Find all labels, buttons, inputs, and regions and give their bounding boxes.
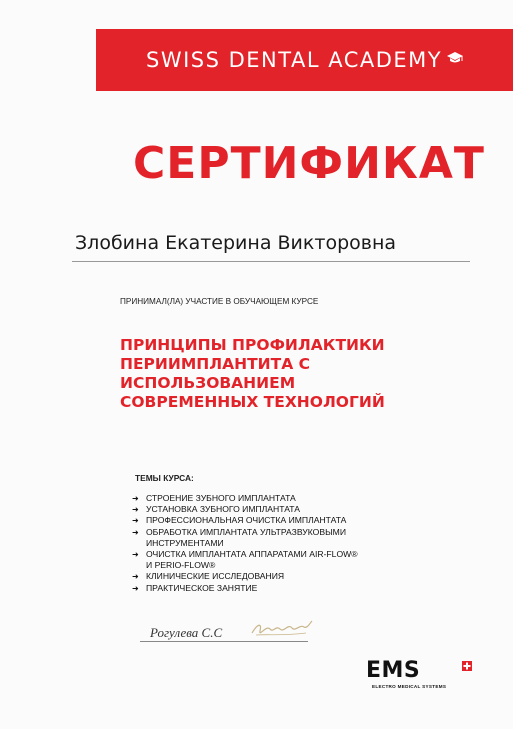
header-band: [96, 29, 513, 91]
arrow-icon: ➜: [132, 527, 139, 537]
topics-list: [130, 493, 358, 594]
signatory-name: Рогулева С.С: [150, 625, 223, 640]
topic-text: ПРАКТИЧЕСКОЕ ЗАНЯТИЕ: [146, 582, 258, 593]
course-title-line: ПРИНЦИПЫ ПРОФИЛАКТИКИ: [120, 336, 385, 354]
topic-item: [130, 571, 358, 582]
topic-text: УСТАНОВКА ЗУБНОГО ИМПЛАНТАТА: [146, 504, 300, 515]
topic-text-continued: ИНСТРУМЕНТАМИ: [146, 537, 224, 548]
topics-heading: ТЕМЫ КУРСА:: [135, 473, 194, 483]
academy-name-text: SWISS DENTAL ACADEMY: [146, 48, 443, 72]
topic-item: [130, 515, 358, 526]
course-title-line: СОВРЕМЕННЫХ ТЕХНОЛОГИЙ: [120, 393, 385, 411]
ems-logo: [366, 659, 470, 699]
topic-text: ПРОФЕССИОНАЛЬНАЯ ОЧИСТКА ИМПЛАНТАТА: [146, 515, 347, 526]
signature-line: [140, 641, 308, 642]
arrow-icon: ➜: [132, 516, 139, 526]
course-title: [120, 336, 480, 412]
topic-text-continued: И PERIO-FLOW®: [146, 560, 216, 571]
topic-text: СТРОЕНИЕ ЗУБНОГО ИМПЛАНТАТА: [146, 493, 296, 503]
participation-text: ПРИНИМАЛ(ЛА) УЧАСТИЕ В ОБУЧАЮЩЕМ КУРСЕ: [120, 297, 319, 306]
topic-item: [130, 583, 358, 594]
arrow-icon: ➜: [132, 505, 139, 515]
arrow-icon: ➜: [132, 572, 139, 582]
academy-name: [146, 48, 464, 72]
topic-item: [130, 504, 358, 515]
handwritten-signature: [248, 615, 314, 643]
name-underline: [72, 261, 470, 262]
arrow-icon: ➜: [132, 583, 139, 593]
topic-item: [130, 549, 358, 571]
topic-item: [130, 493, 358, 504]
certificate-title: СЕРТИФИКАТ: [133, 138, 485, 189]
topic-text: ОБРАБОТКА ИМПЛАНТАТА УЛЬТРАЗВУКОВЫМИ: [146, 526, 347, 537]
topic-text: КЛИНИЧЕСКИЕ ИССЛЕДОВАНИЯ: [146, 571, 285, 582]
graduation-cap-icon: [446, 46, 464, 60]
arrow-icon: ➜: [132, 550, 139, 560]
course-title-line: ПЕРИИМПЛАНТИТА С: [120, 355, 310, 373]
topic-text: ОЧИСТКА ИМПЛАНТАТА АППАРАТАМИ AIR-FLOW®: [146, 549, 358, 560]
recipient-name: Злобина Екатерина Викторовна: [75, 232, 397, 254]
topic-item: [130, 527, 358, 549]
course-title-line: ИСПОЛЬЗОВАНИЕМ: [120, 374, 296, 392]
plus-icon: [462, 661, 472, 671]
ems-brand: EMS: [366, 658, 421, 683]
ems-tagline: ELECTRO MEDICAL SYSTEMS: [372, 684, 447, 689]
arrow-icon: ➜: [132, 494, 139, 503]
